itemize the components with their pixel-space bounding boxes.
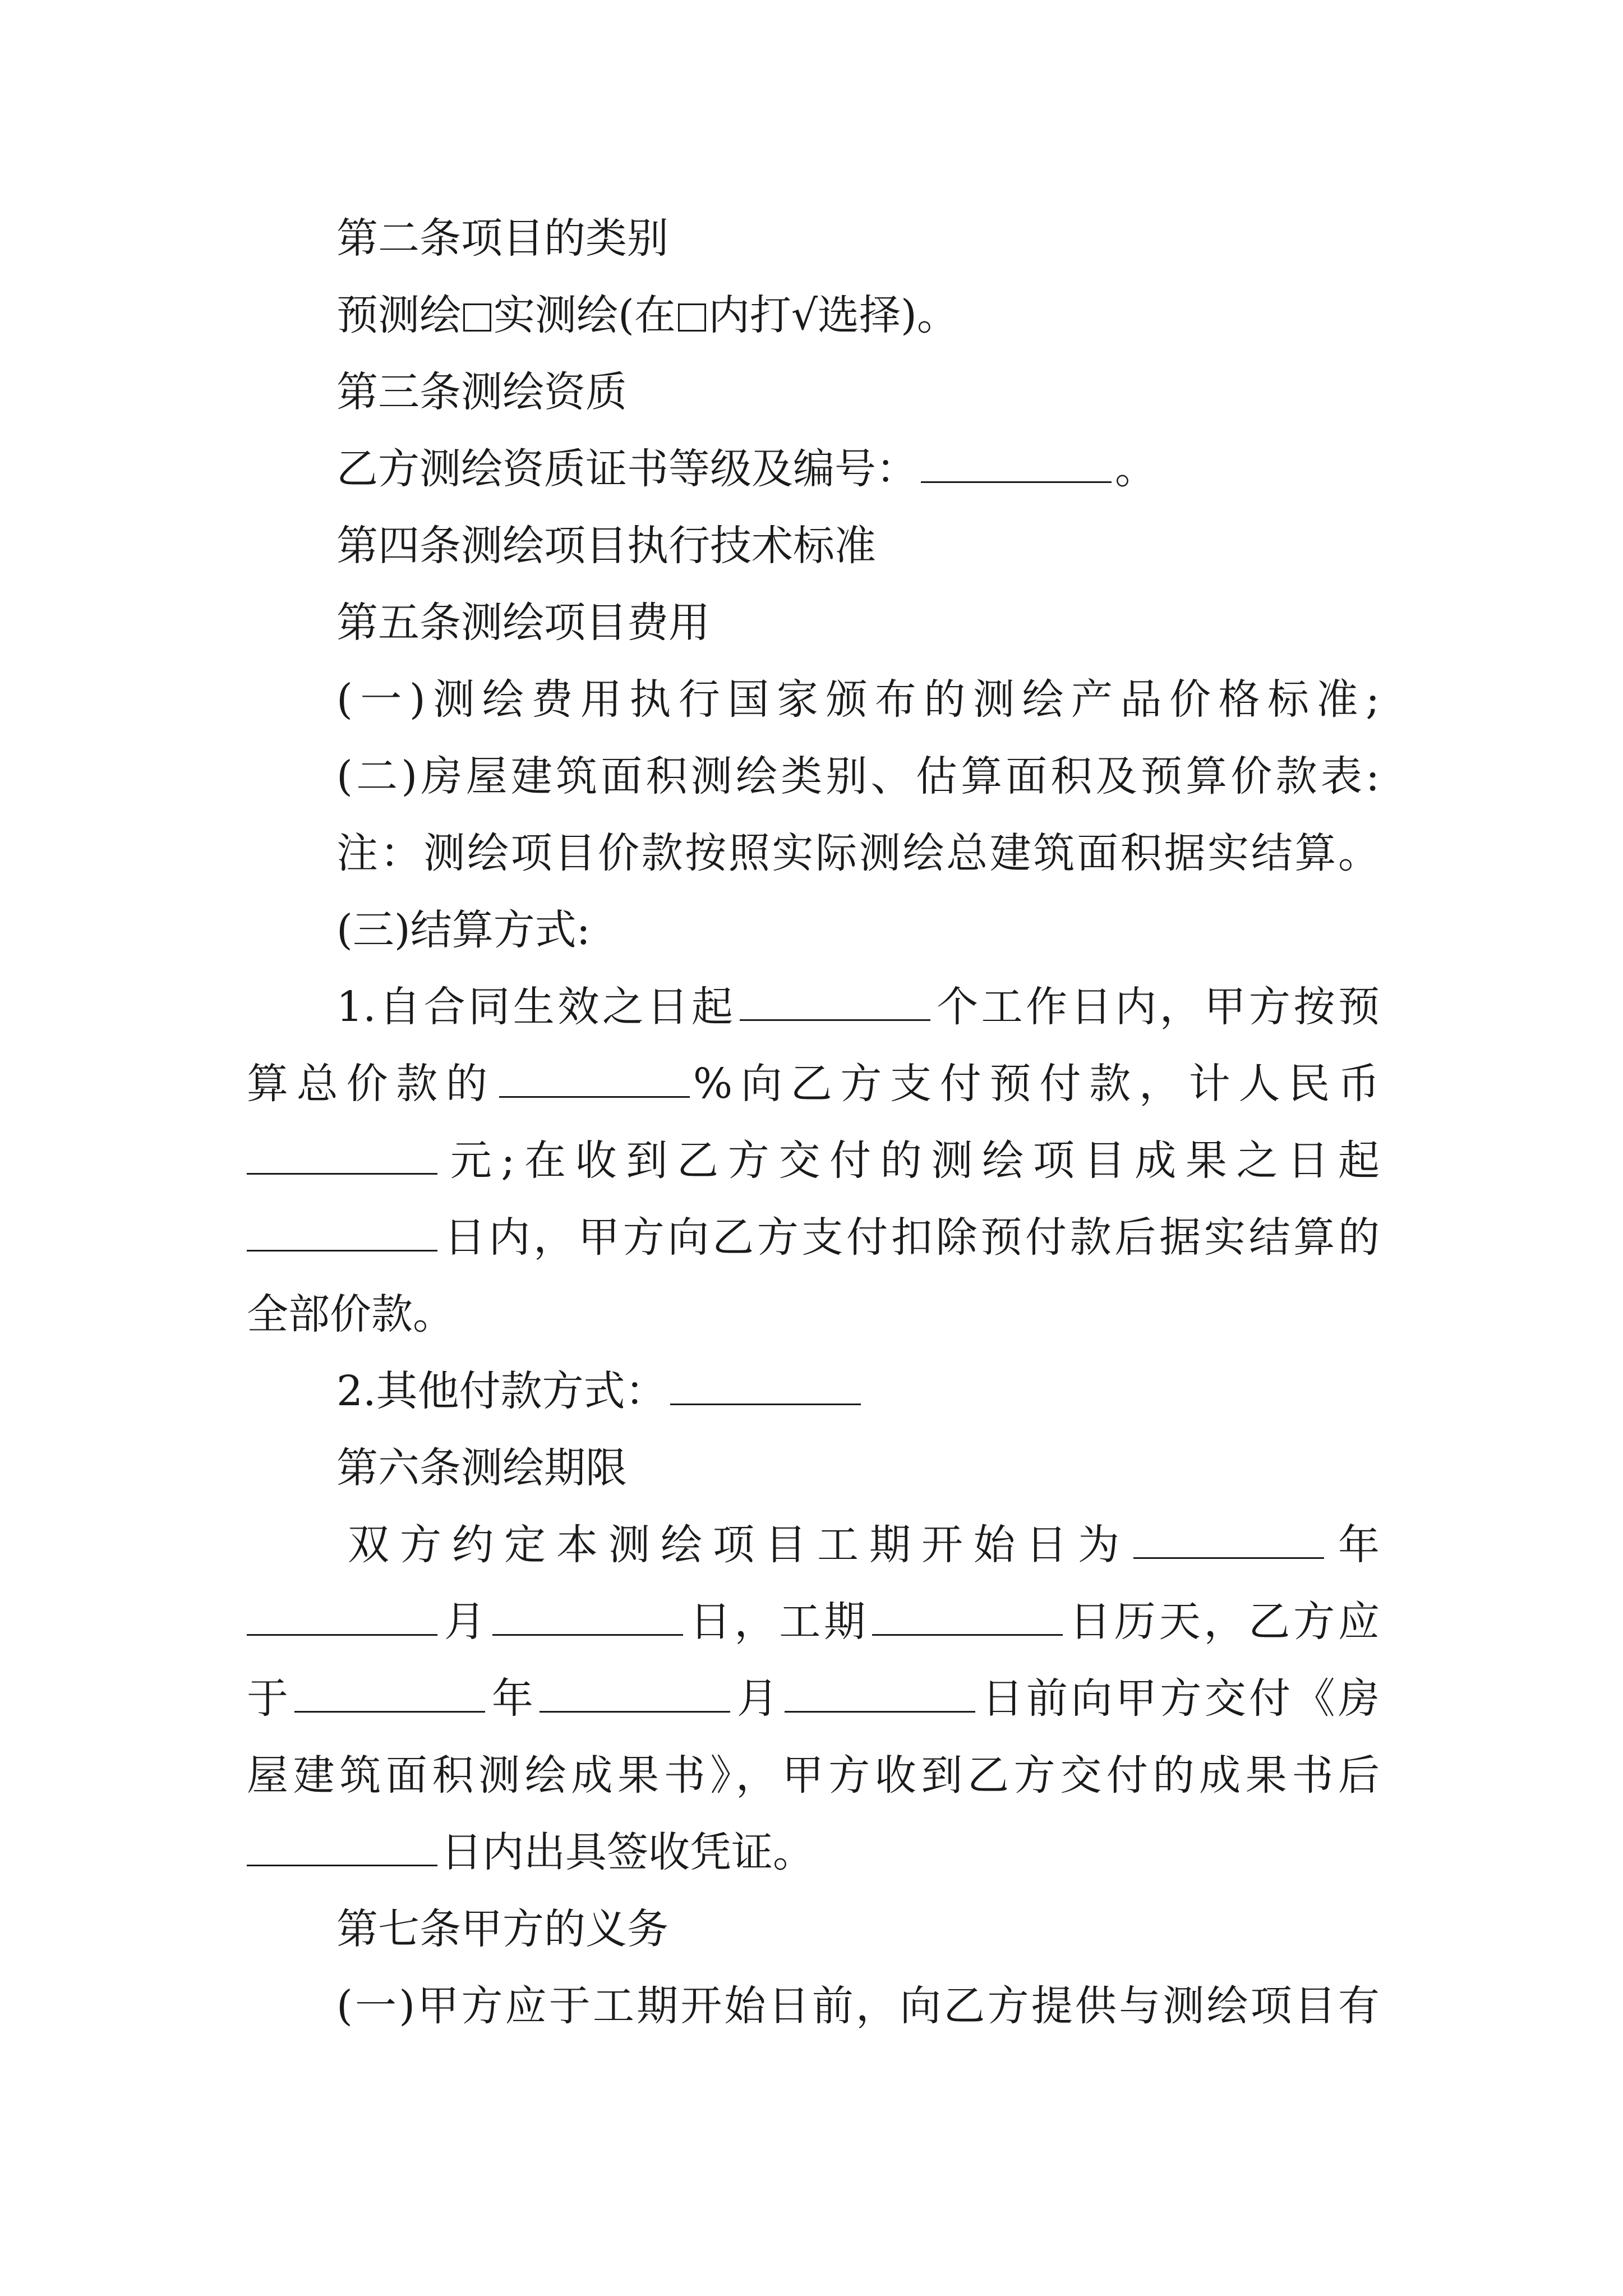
period-line-1 [348,1517,1380,1573]
article-7-heading [336,1901,1380,1957]
period-3-text-d: 日前向甲方交付《房 [979,1674,1380,1723]
article-2-heading-text: 第二条项目的类别 [336,214,668,263]
article-4-heading [336,518,1380,574]
article-2-options [336,287,1380,343]
period-3-month: 月 [734,1674,782,1723]
period-2-text-b: 日历天，乙方应 [1066,1598,1380,1646]
fee-item-2-text: (二)房屋建筑面积测绘类别、估算面积及预算价款表: [336,752,1380,800]
fee-item-1 [336,671,1380,728]
other-payment-line [336,1363,1380,1419]
fee-note [336,825,1380,881]
fee-item-3 [336,902,1380,958]
other-payment-label: 2.其他付款方式： [336,1367,667,1415]
period-2-month: 月 [441,1598,489,1646]
payment-5-text: 全部价款。 [247,1290,454,1338]
payment-4-text: 日内，甲方向乙方支付扣除预付款后据实结算的 [441,1213,1380,1262]
duration-blank[interactable] [872,1602,1063,1636]
option-pre-survey: 预测绘 [336,291,461,339]
deliver-year-blank[interactable] [294,1678,485,1713]
obligation-item-1 [336,1978,1380,2034]
article-5-heading-text: 第五条测绘项目费用 [336,599,710,647]
payment-line-1 [336,979,1380,1035]
option-actual-survey: 实测绘(在 [494,291,676,339]
period-5-text: 日内出具签收凭证。 [441,1828,814,1876]
payment-3-text: 元;在收到乙方交付的测绘项目成果之日起 [441,1137,1380,1185]
period-3-year: 年 [488,1674,537,1723]
article-6-heading [336,1440,1380,1496]
start-day-blank[interactable] [492,1602,683,1636]
article-7-heading-text: 第七条甲方的义务 [336,1905,668,1953]
period-line-5 [247,1824,1380,1880]
article-4-heading-text: 第四条测绘项目执行技术标准 [336,522,876,570]
period-4-text: 屋建筑面积测绘成果书》，甲方收到乙方交付的成果书后 [247,1751,1380,1800]
checkbox[interactable] [678,303,706,332]
fee-item-2 [336,748,1380,804]
payment-line-3 [247,1133,1380,1189]
other-payment-blank[interactable] [670,1371,861,1405]
qualification-blank[interactable] [921,449,1112,483]
start-year-blank[interactable] [1133,1525,1324,1559]
deliver-month-blank[interactable] [540,1678,730,1713]
qualification-end: 。 [1115,445,1156,493]
article-5-heading [336,595,1380,651]
article-6-heading-text: 第六条测绘期限 [336,1444,627,1492]
option-instruction: 内打√选择)。 [708,291,958,339]
fee-item-1-text: (一)测绘费用执行国家颁布的测绘产品价格标准; [336,675,1380,724]
start-month-blank[interactable] [247,1602,437,1636]
fee-note-text: 注：测绘项目价款按照实际测绘总建筑面积据实结算。 [336,829,1380,877]
obligation-item-1-text: (一)甲方应于工期开始日前，向乙方提供与测绘项目有 [336,1982,1380,2030]
article-3-heading [336,364,1380,420]
period-line-4 [247,1747,1380,1803]
payment-line-5 [247,1286,1380,1342]
percent-blank[interactable] [499,1064,690,1098]
checkbox[interactable] [463,303,491,332]
period-1-text-a: 双方约定本测绘项目工期开始日为 [348,1521,1130,1569]
payment-2-text-b: %向乙方支付预付款，计人民币 [693,1060,1380,1108]
article-2-heading [336,210,1380,266]
payment-1-text-b: 个工作日内，甲方按预 [933,983,1380,1031]
fee-item-3-text: (三)结算方式: [336,906,591,954]
payment-line-4 [247,1209,1380,1266]
amount-blank[interactable] [247,1140,437,1175]
period-3-text-a: 于 [247,1674,292,1723]
days-blank[interactable] [247,1217,437,1251]
qualification-label: 乙方测绘资质证书等级及编号： [336,445,917,493]
workdays-blank[interactable] [740,987,930,1021]
period-2-text: 日，工期 [686,1598,869,1646]
payment-2-text-a: 算总价款的 [247,1060,496,1108]
period-line-3 [247,1671,1380,1727]
period-1-text-b: 年 [1327,1521,1380,1569]
receipt-days-blank[interactable] [247,1832,437,1866]
period-line-2 [247,1594,1380,1650]
article-3-heading-text: 第三条测绘资质 [336,368,627,416]
payment-line-2 [247,1056,1380,1112]
deliver-day-blank[interactable] [785,1678,975,1713]
payment-1-text-a: 1.自合同生效之日起 [336,983,736,1031]
qualification-line [336,441,1380,497]
